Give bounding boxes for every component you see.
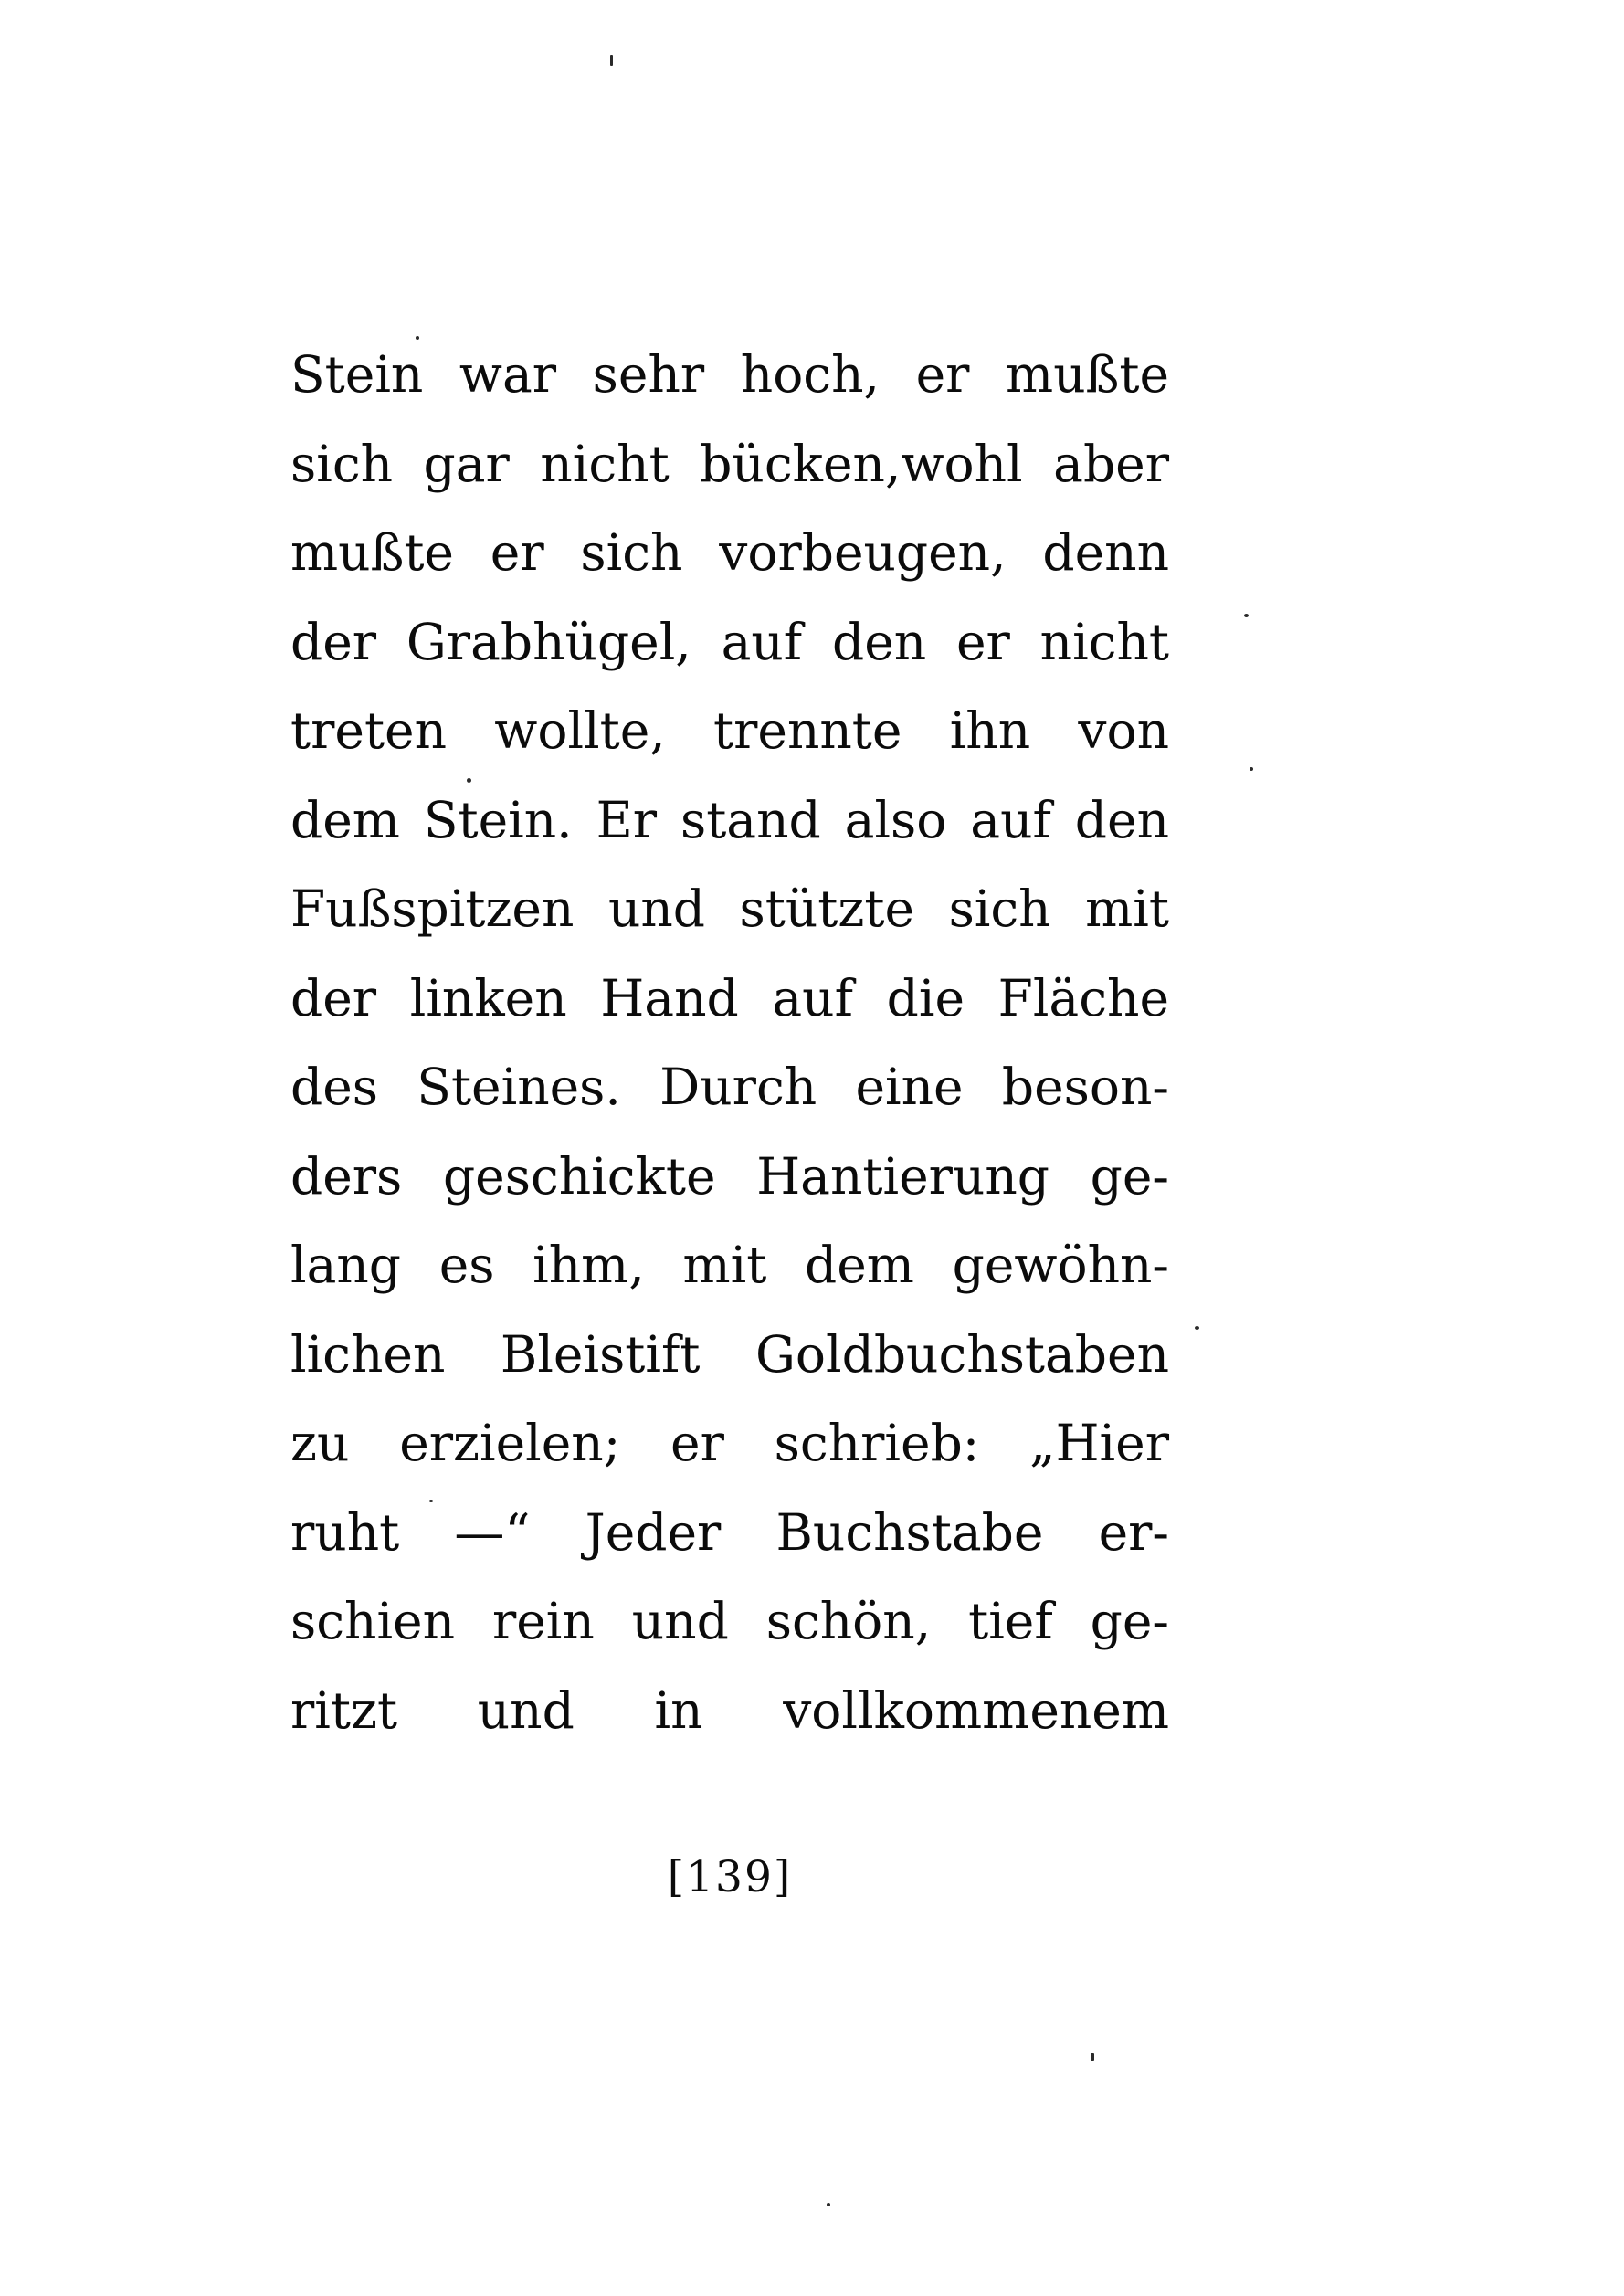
text-line: ders geschickte Hantierung ge- — [290, 1146, 1169, 1206]
paragraph-block — [290, 331, 1169, 1755]
text-line: sich gar nicht bücken,wohl aber — [290, 434, 1169, 493]
text-line: schien rein und schön, tief ge- — [290, 1592, 1169, 1650]
scan-speck — [429, 1500, 433, 1502]
scan-speck — [416, 336, 419, 340]
text-line: Fußspitzen und stützte sich mit — [290, 879, 1169, 938]
scan-speck — [610, 55, 613, 66]
scan-speck — [1195, 1326, 1199, 1330]
text-line: lichen Bleistift Goldbuchstaben — [290, 1324, 1169, 1384]
text-line: mußte er sich vorbeugen, denn — [290, 523, 1169, 582]
scan-speck — [1250, 767, 1253, 771]
text-line: der Grabhügel, auf den er nicht — [290, 612, 1169, 671]
text-line: dem Stein. Er stand also auf den — [290, 790, 1169, 849]
scan-speck — [827, 2203, 830, 2206]
text-line: lang es ihm, mit dem gewöhn- — [290, 1236, 1169, 1294]
text-line: zu erzielen; er schrieb: „Hier — [290, 1414, 1169, 1472]
text-line: der linken Hand auf die Fläche — [290, 968, 1169, 1027]
scan-speck — [1091, 2053, 1094, 2061]
text-line: treten wollte, trennte ihn von — [290, 701, 1169, 760]
text-line: Stein war sehr hoch, er mußte — [290, 345, 1169, 404]
page-number: [139] — [667, 1852, 793, 1902]
scan-speck — [467, 778, 471, 783]
text-line: ritzt und in vollkommenem — [290, 1680, 1169, 1740]
scan-speck — [1244, 614, 1249, 617]
text-line: des Steines. Durch eine beson- — [290, 1058, 1169, 1116]
text-line: ruht —“ Jeder Buchstabe er- — [290, 1502, 1169, 1562]
